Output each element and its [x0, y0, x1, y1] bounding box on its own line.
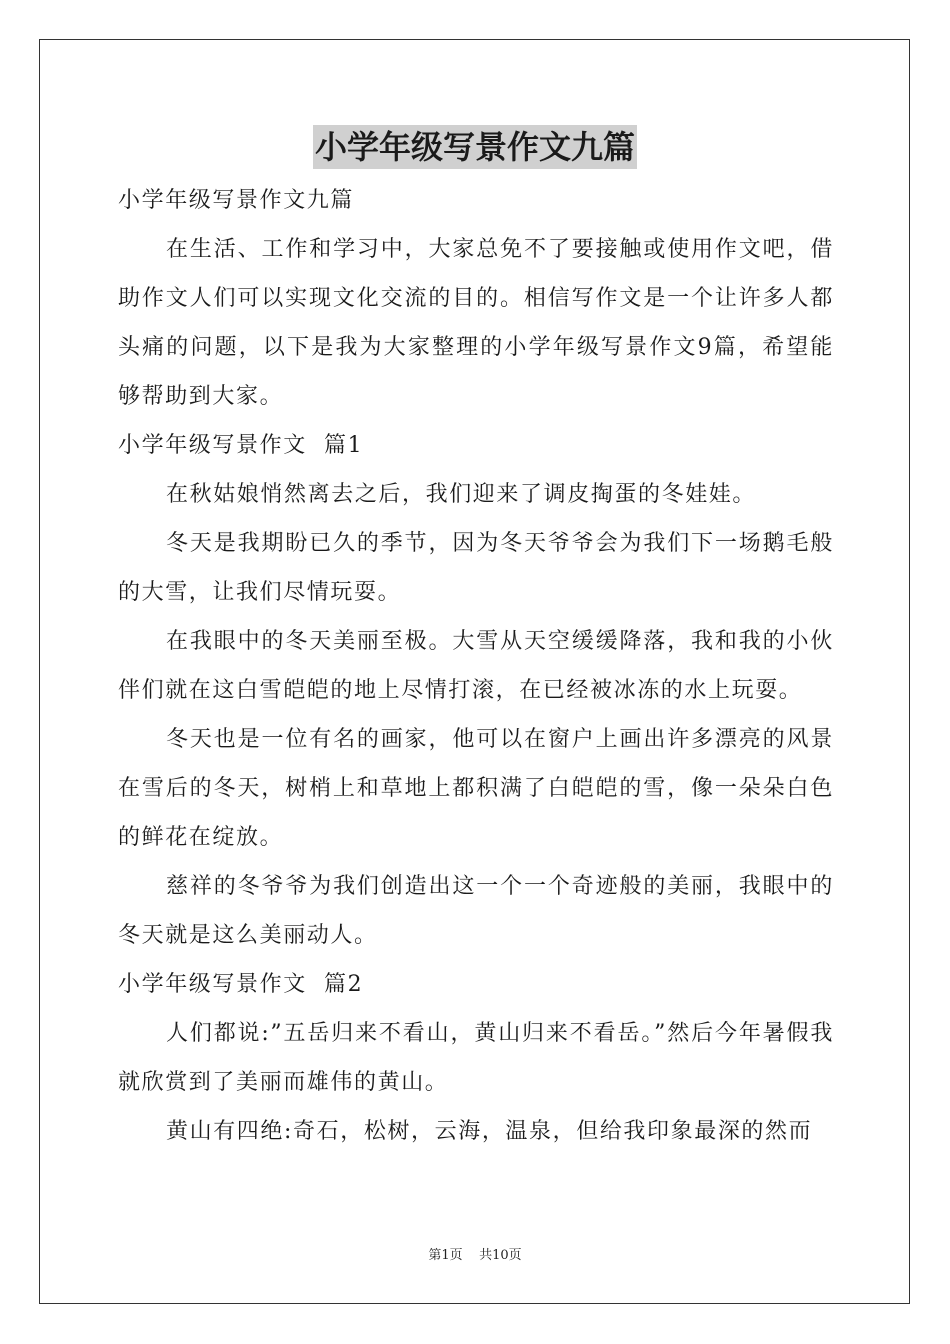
- document-body: [118, 176, 834, 1156]
- paragraph: 人们都说:”五岳归来不看山，黄山归来不看岳。”然后今年暑假我就欣赏到了美丽而雄伟的黄山。: [118, 1021, 834, 1095]
- document-subtitle: 小学年级写景作文九篇: [118, 188, 355, 213]
- paragraph: 冬天也是一位有名的画家，他可以在窗户上画出许多漂亮的风景在雪后的冬天，树梢上和草地上都积满了白皑皑的雪，像一朵朵白色的鲜花在绽放。: [118, 727, 834, 850]
- paragraph: 在秋姑娘悄然离去之后，我们迎来了调皮掏蛋的冬娃娃。: [166, 482, 757, 507]
- paragraph: 冬天是我期盼已久的季节，因为冬天爷爷会为我们下一场鹅毛般的大雪，让我们尽情玩耍。: [118, 531, 834, 605]
- section-heading-2: 小学年级写景作文 篇2: [118, 972, 364, 997]
- section-heading-1: 小学年级写景作文 篇1: [118, 433, 364, 458]
- document-title: 小学年级写景作文九篇: [313, 125, 637, 169]
- page-footer: [0, 1247, 950, 1265]
- paragraph: 慈祥的冬爷爷为我们创造出这一个一个奇迹般的美丽，我眼中的冬天就是这么美丽动人。: [118, 874, 834, 948]
- page-number: 第1页 共10页: [428, 1248, 522, 1263]
- paragraph: 在我眼中的冬天美丽至极。大雪从天空缓缓降落，我和我的小伙伴们就在这白雪皑皑的地上尽情打滚，在已经被冰冻的水上玩耍。: [118, 629, 834, 703]
- intro-paragraph: 在生活、工作和学习中，大家总免不了要接触或使用作文吧，借助作文人们可以实现文化交流的目的。相信写作文是一个让许多人都头痛的问题，以下是我为大家整理的小学年级写景作文9篇，希望能够帮助到大家。: [118, 237, 834, 409]
- title-container: [0, 125, 950, 169]
- paragraph: 黄山有四绝:奇石，松树，云海，温泉，但给我印象最深的然而: [166, 1119, 813, 1144]
